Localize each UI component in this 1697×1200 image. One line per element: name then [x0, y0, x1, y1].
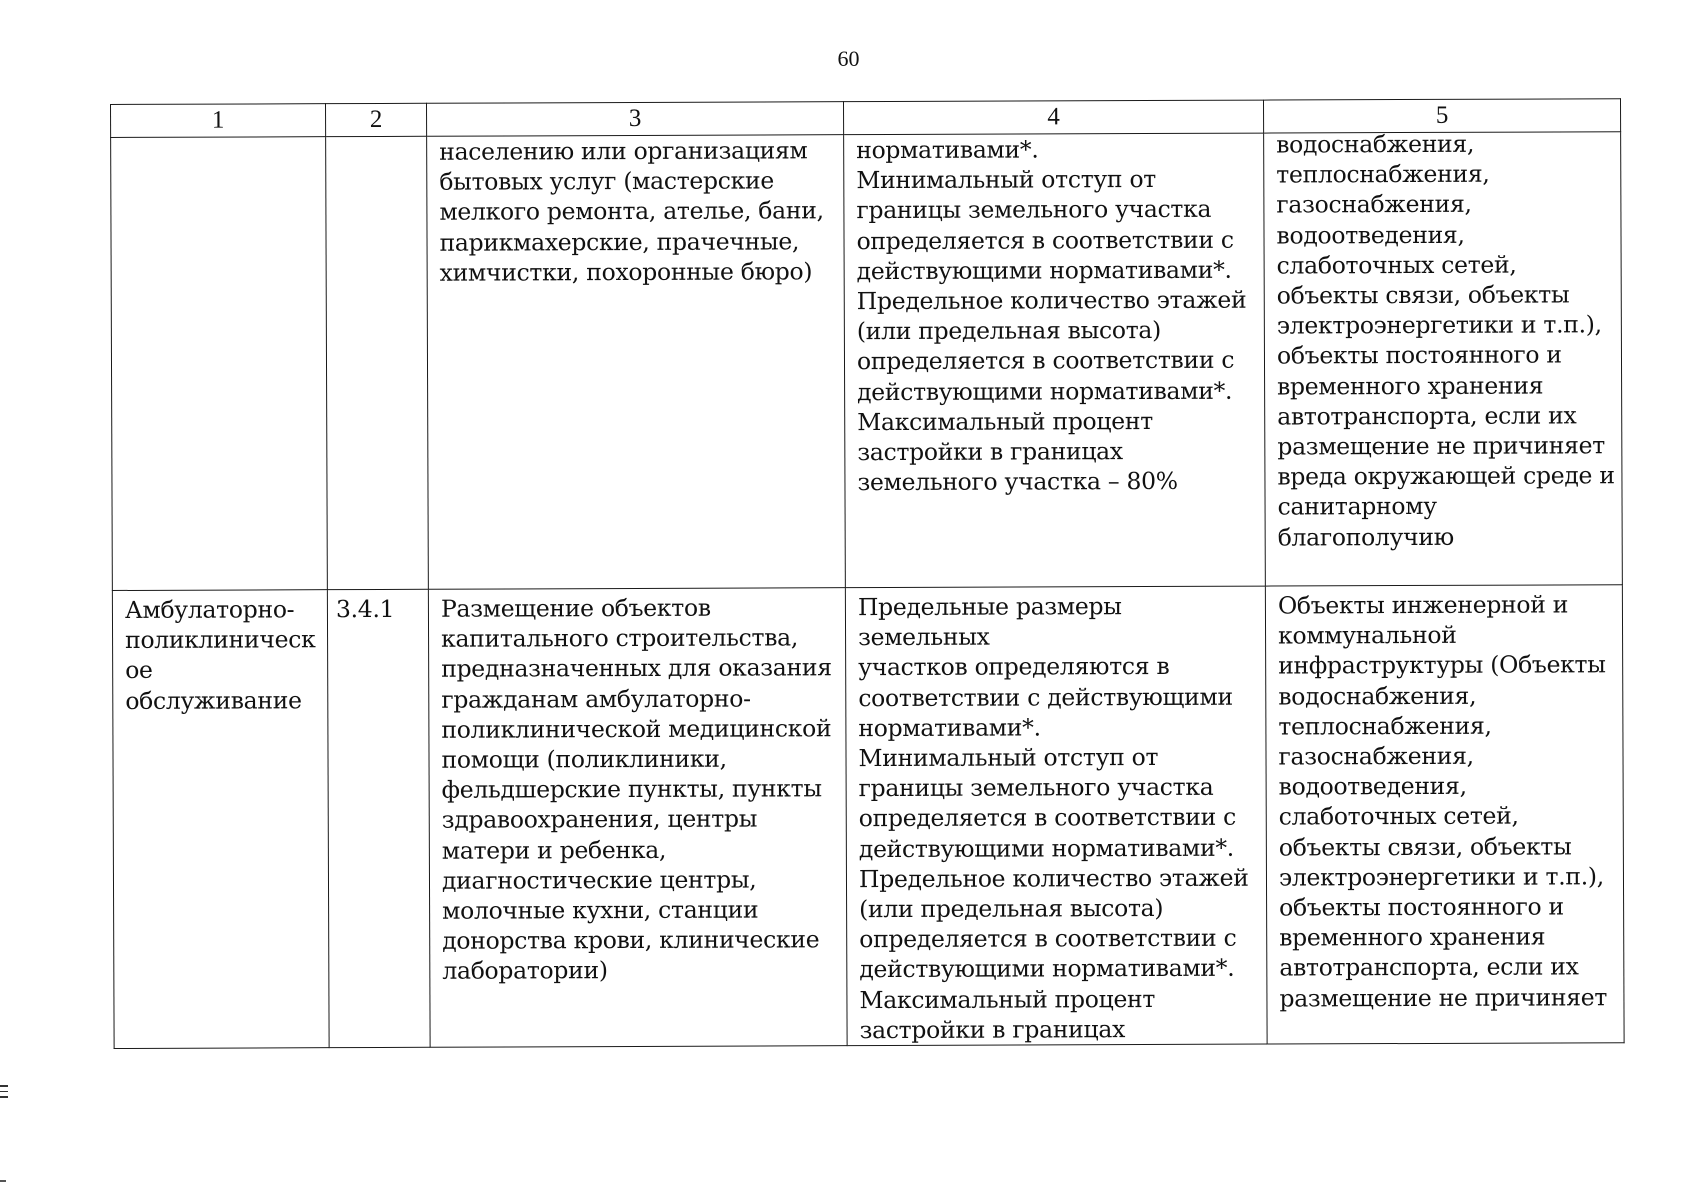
parameters-text: нормативами*. Минимальный отступ от границы земельного участка определяется в соответствии с действующими нормативами*. Предельное количество этажей (или предельная высота) определяется в соответствии с действующими нормативами*. Максимальный процент застройки в границах земельного участка – 80%: [856, 135, 1247, 497]
scan-margin-marks: [0, 1085, 8, 1102]
table-row: [112, 585, 1624, 1049]
column-header-4: 4: [843, 100, 1263, 135]
cell-use-code: [327, 589, 430, 1047]
column-header-5: 5: [1263, 99, 1620, 133]
scan-margin-dash: [0, 1180, 6, 1182]
cell-use-code: [326, 136, 429, 589]
auxiliary-uses-text: Объекты инженерной и коммунальной инфраструктуры (Объекты водоснабжения, теплоснабжения, газоснабжения, водоотведения, слаботочных сетей, объекты связи, объекты электроэнергетики и т.п.), объекты постоянного и временного хранения автотранспорта, если их размещение не причиняет: [1277, 590, 1608, 1013]
cell-auxiliary-uses: [1265, 585, 1624, 1044]
column-header-1: 1: [111, 104, 326, 138]
cell-use-name: [111, 137, 328, 591]
cell-parameters: [845, 586, 1267, 1046]
parameters-text: Предельные размеры земельных участков определяются в соответствии с действующими нормативами*. Минимальный отступ от границы земельного участка определяется в соответствии с действующими нормативами*. Предельное количество этажей (или предельная высота) определяется в соответствии с действующими нормативами*. Максимальный процент застройки в границах: [857, 592, 1249, 1044]
use-name-text: [111, 137, 325, 138]
use-name-text: Амбулаторно- поликлиническ ое обслуживание: [124, 595, 316, 715]
use-description-text: населению или организациям бытовых услуг (мастерские мелкого ремонта, ателье, бани, парикмахерские, прачечные, химчистки, похоронные бюро): [439, 136, 824, 287]
cell-use-name: [112, 590, 329, 1049]
auxiliary-uses-text: водоснабжения, теплоснабжения, газоснабжения, водоотведения, слаботочных сетей, объекты связи, объекты электроэнергетики и т.п.), объекты постоянного и временного хранения автотранспорта, если их размещение не причиняет вреда окружающей среде и санитарному благополучию: [1276, 129, 1615, 552]
table-body: [111, 129, 1624, 1049]
column-header-2: 2: [326, 103, 427, 136]
cell-parameters: [844, 133, 1266, 588]
cell-use-description: [428, 588, 847, 1048]
page-number: 60: [837, 46, 860, 71]
zoning-table: [110, 98, 1625, 1049]
cell-use-description: [427, 135, 846, 590]
column-header-3: 3: [426, 102, 843, 137]
use-description-text: Размещение объектов капитального строительства, предназначенных для оказания гражданам амбулаторно- поликлинической медицинской помощи (поликлиники, фельдшерские пункты, пункты здравоохранения, центры матери и ребенка, диагностические центры, молочные кухни, станции донорства крови, клинические лаборатории): [440, 593, 832, 986]
cell-auxiliary-uses: [1264, 129, 1623, 586]
table-row: [111, 132, 1623, 591]
use-code-text: 3.4.1: [335, 594, 395, 624]
